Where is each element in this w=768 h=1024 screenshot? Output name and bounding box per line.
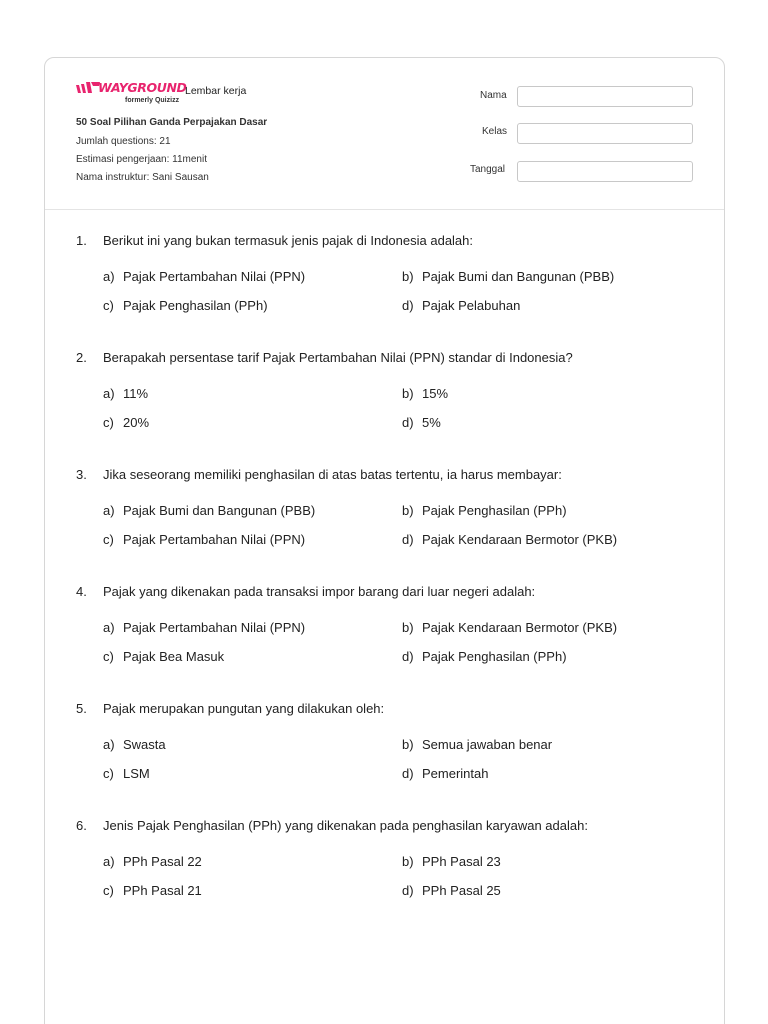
answer-option[interactable] xyxy=(402,503,567,518)
option-text: 11% xyxy=(123,386,149,401)
option-letter: c) xyxy=(103,532,114,547)
option-text: Pajak Penghasilan (PPh) xyxy=(123,298,268,313)
option-letter: d) xyxy=(402,649,414,664)
option-letter: a) xyxy=(103,503,115,518)
answer-option[interactable] xyxy=(103,532,305,547)
option-letter: d) xyxy=(402,766,414,781)
option-letter: c) xyxy=(103,766,114,781)
option-text: Pajak Penghasilan (PPh) xyxy=(422,503,567,518)
option-letter: b) xyxy=(402,503,414,518)
question-text: Berapakah persentase tarif Pajak Pertambahan Nilai (PPN) standar di Indonesia? xyxy=(103,350,573,365)
brand-name: WAYGROUND xyxy=(98,80,187,95)
answer-option[interactable] xyxy=(402,386,448,401)
instructor-name: Nama instruktur: Sani Sausan xyxy=(76,172,209,183)
option-text: LSM xyxy=(123,766,150,781)
option-text: Pajak Kendaraan Bermotor (PKB) xyxy=(422,620,618,635)
option-text: PPh Pasal 25 xyxy=(422,883,501,898)
question-text: Pajak merupakan pungutan yang dilakukan oleh: xyxy=(103,701,385,716)
option-text: 15% xyxy=(422,386,449,401)
date-label: Tanggal xyxy=(470,164,506,175)
answer-option[interactable] xyxy=(402,620,617,635)
option-letter: b) xyxy=(402,620,414,635)
question-text: Pajak yang dikenakan pada transaksi impor barang dari luar negeri adalah: xyxy=(103,584,536,599)
question-number: 1. xyxy=(76,233,87,248)
option-text: PPh Pasal 22 xyxy=(123,854,202,869)
option-letter: a) xyxy=(103,620,115,635)
answer-option[interactable] xyxy=(402,766,488,781)
option-text: Pajak Bea Masuk xyxy=(123,649,225,664)
option-text: 5% xyxy=(422,415,441,430)
answer-option[interactable] xyxy=(402,854,501,869)
answer-option[interactable] xyxy=(402,532,617,547)
option-letter: c) xyxy=(103,298,114,313)
option-letter: b) xyxy=(402,269,414,284)
answer-option[interactable] xyxy=(103,883,202,898)
answer-option[interactable] xyxy=(402,415,441,430)
answer-option[interactable] xyxy=(103,649,224,664)
option-text: Pajak Pertambahan Nilai (PPN) xyxy=(123,620,306,635)
option-text: Semua jawaban benar xyxy=(422,737,553,752)
option-letter: d) xyxy=(402,532,414,547)
answer-option[interactable] xyxy=(103,737,166,752)
answer-option[interactable] xyxy=(103,503,315,518)
answer-option[interactable] xyxy=(103,766,150,781)
class-label: Kelas xyxy=(482,126,508,137)
answer-option[interactable] xyxy=(103,620,305,635)
question-text: Jenis Pajak Penghasilan (PPh) yang dikenakan pada penghasilan karyawan adalah: xyxy=(103,818,588,833)
option-text: Swasta xyxy=(123,737,166,752)
option-text: Pajak Bumi dan Bangunan (PBB) xyxy=(422,269,615,284)
option-text: PPh Pasal 21 xyxy=(123,883,202,898)
option-text: Pajak Bumi dan Bangunan (PBB) xyxy=(123,503,316,518)
option-letter: d) xyxy=(402,883,414,898)
question-text: Jika seseorang memiliki penghasilan di atas batas tertentu, ia harus membayar: xyxy=(103,467,562,482)
date-field[interactable] xyxy=(517,161,693,182)
option-text: Pajak Pelabuhan xyxy=(422,298,521,313)
option-letter: a) xyxy=(103,854,115,869)
option-text: Pemerintah xyxy=(422,766,489,781)
answer-option[interactable] xyxy=(402,883,501,898)
name-field[interactable] xyxy=(517,86,693,107)
brand-subtitle: formerly Quizizz xyxy=(125,97,180,104)
class-field[interactable] xyxy=(517,123,693,144)
answer-option[interactable] xyxy=(402,649,567,664)
worksheet-header xyxy=(45,58,724,210)
answer-option[interactable] xyxy=(402,269,614,284)
question-number: 4. xyxy=(76,584,87,599)
worksheet-title: 50 Soal Pilihan Ganda Perpajakan Dasar xyxy=(76,117,268,128)
answer-option[interactable] xyxy=(103,415,149,430)
option-letter: c) xyxy=(103,415,114,430)
worksheet-page xyxy=(44,57,725,1024)
answer-option[interactable] xyxy=(103,854,202,869)
option-text: PPh Pasal 23 xyxy=(422,854,501,869)
option-letter: d) xyxy=(402,415,414,430)
option-letter: b) xyxy=(402,737,414,752)
option-letter: a) xyxy=(103,737,115,752)
brand-logo xyxy=(76,80,187,112)
option-text: 20% xyxy=(123,415,150,430)
answer-option[interactable] xyxy=(103,298,268,313)
question-number: 6. xyxy=(76,818,87,833)
option-text: Pajak Kendaraan Bermotor (PKB) xyxy=(422,532,618,547)
option-letter: b) xyxy=(402,386,414,401)
answer-option[interactable] xyxy=(402,298,520,313)
option-letter: c) xyxy=(103,649,114,664)
option-text: Pajak Penghasilan (PPh) xyxy=(422,649,567,664)
question-number: 2. xyxy=(76,350,87,365)
option-letter: d) xyxy=(402,298,414,313)
document-type: Lembar kerja xyxy=(185,85,247,97)
question-text: Berikut ini yang bukan termasuk jenis pajak di Indonesia adalah: xyxy=(103,233,474,248)
answer-option[interactable] xyxy=(103,269,305,284)
option-letter: c) xyxy=(103,883,114,898)
question-number: 5. xyxy=(76,701,87,716)
option-letter: a) xyxy=(103,269,115,284)
option-letter: a) xyxy=(103,386,115,401)
option-text: Pajak Pertambahan Nilai (PPN) xyxy=(123,269,306,284)
wayground-logo-icon xyxy=(76,82,100,94)
option-letter: b) xyxy=(402,854,414,869)
question-count: Jumlah questions: 21 xyxy=(76,136,171,147)
name-label: Nama xyxy=(480,90,507,101)
question-number: 3. xyxy=(76,467,87,482)
answer-option[interactable] xyxy=(402,737,552,752)
answer-option[interactable] xyxy=(103,386,148,401)
estimated-time: Estimasi pengerjaan: 11menit xyxy=(76,154,207,165)
option-text: Pajak Pertambahan Nilai (PPN) xyxy=(123,532,306,547)
